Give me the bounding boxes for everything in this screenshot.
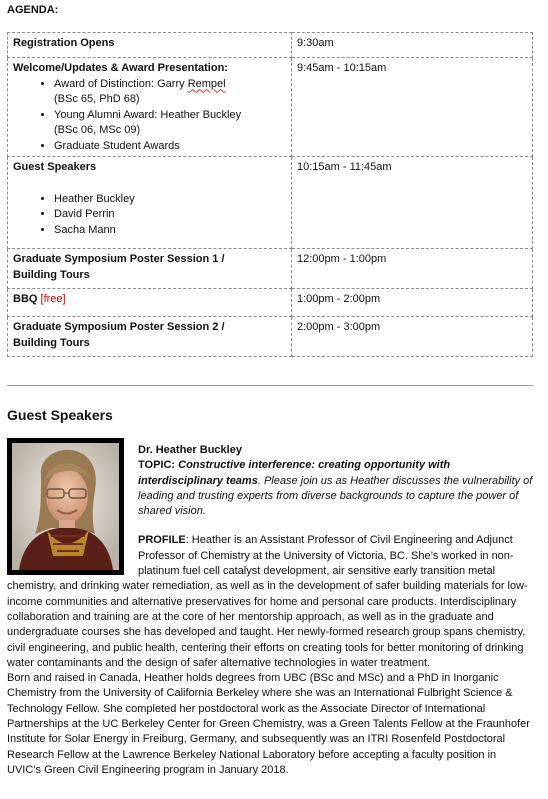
agenda-event-line: Building Tours: [13, 336, 90, 349]
agenda-event-title: Welcome/Updates & Award Presentation:: [13, 62, 228, 74]
speaker-topic: [138, 458, 533, 519]
agenda-event-title: Guest Speakers: [13, 161, 97, 173]
list-item: [54, 139, 286, 155]
agenda-row: [8, 249, 533, 289]
agenda-row: [8, 317, 533, 357]
agenda-row: [8, 157, 533, 249]
guest-speakers-heading: Guest Speakers: [7, 407, 113, 423]
agenda-event: [8, 289, 292, 317]
agenda-table: [7, 32, 533, 357]
list-item-sub: (BSc 06, MSc 09): [54, 124, 141, 136]
agenda-event: [8, 58, 292, 157]
agenda-event-line: Graduate Symposium Poster Session 2 /: [13, 321, 225, 333]
agenda-event-title: BBQ: [13, 293, 38, 305]
agenda-row: [8, 58, 533, 157]
agenda-event: [8, 157, 292, 249]
list-item: [54, 108, 286, 139]
profile-intro: [138, 533, 533, 564]
agenda-time: 1:00pm - 2:00pm: [292, 289, 533, 317]
agenda-time: 12:00pm - 1:00pm: [292, 249, 533, 289]
agenda-time: 2:00pm - 3:00pm: [292, 317, 533, 357]
list-item: • David Perrin: [54, 207, 286, 223]
free-tag: [free]: [40, 293, 66, 305]
agenda-row: [8, 289, 533, 317]
section-divider: [7, 385, 533, 386]
topic-title: Constructive interference: creating opportunity with interdisciplinary teams: [138, 459, 451, 487]
agenda-event-line: Graduate Symposium Poster Session 1 /: [13, 253, 225, 265]
speaker-list: [13, 192, 286, 239]
speaker-name: Dr. Heather Buckley: [138, 444, 242, 456]
agenda-time: 9:30am: [292, 33, 533, 58]
topic-description: . Please join us as Heather discusses the vulnerability of leading and trusting experts from diverse backgrounds to capture the power of shared vision.: [138, 474, 533, 518]
profile-paragraph: Born and raised in Canada, Heather holds degrees from UBC (BSc and MSc) and a PhD in Inorganic Chemistry from the University of California Berkeley where she was an International Fulbright Science & Technology Fellow. She completed her postdoctoral work as the Associate Director of International Partnerships at the UC Berkeley Center for Green Chemistry, was a Green Talents Fellow at the Fraunhofer Institute for Solar Energy in Freiburg, Germany, and subsequently was an ITRI Rosenfeld Postdoctoral Research Fellow at the Lawrence Berkeley National Laboratory before accepting a faculty position in UVIC’s Green Civil Engineering program in January 2018.: [7, 672, 530, 776]
list-item: • Heather Buckley: [54, 192, 286, 208]
award-list: [13, 77, 286, 155]
agenda-event: Registration Opens: [8, 33, 292, 58]
profile-paragraph: chemistry, and drinking water remediation, as well as in the development of safer building materials for low-income communities and alternative preservatives for home and personal care products. Interdisciplinary collaboration and training are at the core of her mentorship approach, as well as in the graduate and undergraduate courses she has developed and taught. Her newly-formed research group spans chemistry, civil engineering, and public health, centering their efforts on creating tools for better monitoring of drinking water contaminants and the design of safer alternative technologies in water treatment.: [7, 580, 528, 669]
agenda-row: [8, 33, 533, 58]
speaker-header: [7, 443, 533, 564]
list-item-name: Rempel: [187, 77, 226, 90]
profile-paragraph: platinum fuel cell catalyst development, air sensitive early transition metal: [138, 565, 496, 578]
speaker-bio: [7, 443, 533, 778]
list-item-text: Graduate Student Awards: [54, 139, 180, 152]
agenda-event: [8, 249, 292, 289]
list-item: • Sacha Mann: [54, 223, 286, 239]
list-item: [54, 77, 286, 108]
profile-label: PROFILE: [138, 534, 186, 547]
list-item-text: Young Alumni Award: Heather Buckley: [54, 108, 242, 121]
agenda-title: AGENDA:: [7, 4, 59, 16]
topic-label: TOPIC:: [138, 459, 176, 472]
agenda-event-line: Building Tours: [13, 268, 90, 281]
list-item-text: Award of Distinction: Garry: [54, 77, 188, 90]
agenda-time: 10:15am - 11:45am: [292, 157, 533, 249]
list-item-sub: (BSc 65, PhD 68): [54, 93, 140, 105]
agenda-event: [8, 317, 292, 357]
profile-text: : Heather is an Assistant Professor of Civil Engineering and Adjunct Professor of Chemistry at the University of Victoria, BC. She’s worked in non-: [138, 534, 514, 562]
agenda-time: 9:45am - 10:15am: [292, 58, 533, 157]
